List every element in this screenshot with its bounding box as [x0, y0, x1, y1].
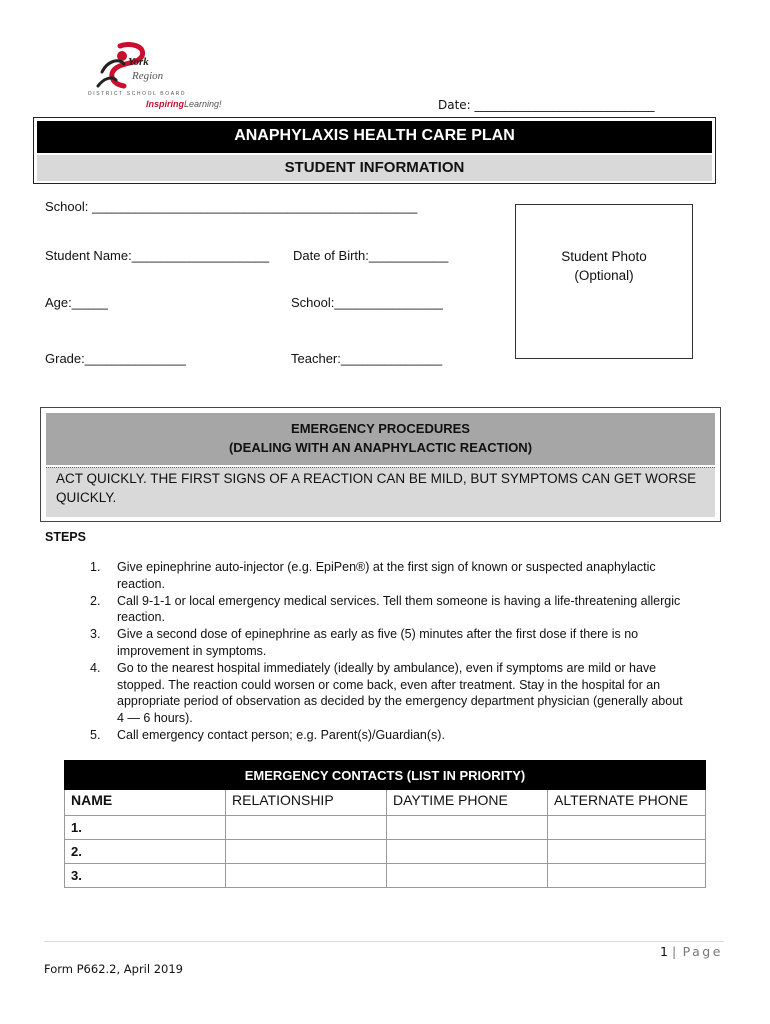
logo-tagline: [146, 99, 222, 109]
steps-heading: STEPS: [45, 530, 86, 544]
student-name-field[interactable]: Student Name:___________________: [45, 248, 270, 263]
steps-list: [90, 559, 690, 744]
table-header-row: [65, 790, 706, 816]
relationship-cell[interactable]: [226, 840, 387, 864]
emergency-heading: [46, 413, 715, 465]
step-text: Give a second dose of epinephrine as early as five (5) minutes after the first dose if there is no improvement in symptoms.: [117, 627, 639, 658]
alternate-phone-cell[interactable]: [548, 864, 706, 888]
date-field[interactable]: Date: ______________________________: [438, 98, 655, 112]
date-of-birth-field[interactable]: Date of Birth:___________: [293, 248, 449, 263]
contact-name-cell[interactable]: 2.: [65, 840, 226, 864]
table-row: [65, 816, 706, 840]
header-box: [33, 117, 716, 184]
table-title-row: [65, 761, 706, 790]
alternate-phone-cell[interactable]: [548, 816, 706, 840]
emergency-contacts-table: [64, 760, 706, 888]
relationship-cell[interactable]: [226, 864, 387, 888]
table-row: [65, 864, 706, 888]
logo-text-region: Region: [132, 70, 164, 82]
step-number: 3.: [90, 627, 101, 642]
step-number: 5.: [90, 727, 101, 742]
table-row: [65, 840, 706, 864]
relationship-cell[interactable]: [226, 816, 387, 840]
school-field-2[interactable]: School:_______________: [291, 295, 443, 310]
page-title: ANAPHYLAXIS HEALTH CARE PLAN: [37, 121, 712, 153]
step-item: [90, 559, 690, 593]
board-logo: [88, 42, 222, 114]
step-text: Give epinephrine auto-injector (e.g. EpiPen®) at the first sign of known or suspected anaphylactic reaction.: [117, 560, 656, 591]
column-header-relationship: RELATIONSHIP: [226, 790, 387, 816]
teacher-field[interactable]: Teacher:______________: [291, 351, 443, 366]
daytime-phone-cell[interactable]: [387, 816, 548, 840]
logo-text-york: York: [128, 56, 149, 68]
step-item: [90, 727, 690, 744]
page-word: Page: [682, 944, 723, 959]
emergency-procedures-box: [40, 407, 721, 522]
step-item: [90, 593, 690, 627]
contact-name-cell[interactable]: 1.: [65, 816, 226, 840]
daytime-phone-cell[interactable]: [387, 840, 548, 864]
emergency-heading-line1: EMERGENCY PROCEDURES: [291, 421, 470, 436]
step-text: Call emergency contact person; e.g. Parent(s)/Guardian(s).: [117, 727, 445, 742]
section-title-student-info: STUDENT INFORMATION: [37, 155, 712, 181]
step-number: 2.: [90, 593, 101, 608]
alternate-phone-cell[interactable]: [548, 840, 706, 864]
logo-text-board: DISTRICT SCHOOL BOARD: [88, 91, 187, 97]
step-number: 4.: [90, 660, 101, 675]
form-identifier: Form P662.2, April 2019: [44, 962, 183, 976]
photo-optional-label: (Optional): [574, 268, 634, 283]
contact-name-cell[interactable]: 3.: [65, 864, 226, 888]
tagline-part-a: Inspiring: [146, 99, 184, 109]
page-number-value: 1: [660, 944, 668, 959]
step-item: [90, 660, 690, 727]
step-item: [90, 626, 690, 660]
column-header-daytime-phone: DAYTIME PHONE: [387, 790, 548, 816]
tagline-part-b: Learning!: [184, 99, 222, 109]
emergency-warning: ACT QUICKLY. THE FIRST SIGNS OF A REACTION CAN BE MILD, BUT SYMPTOMS CAN GET WORSE QUICKLY.: [46, 467, 715, 517]
table-title: EMERGENCY CONTACTS (LIST IN PRIORITY): [65, 761, 706, 790]
column-header-name: NAME: [65, 790, 226, 816]
emergency-heading-line2: (DEALING WITH AN ANAPHYLACTIC REACTION): [228, 440, 533, 455]
grade-field[interactable]: Grade:______________: [45, 351, 186, 366]
school-field[interactable]: School: _____________________________________________: [45, 199, 418, 214]
daytime-phone-cell[interactable]: [387, 864, 548, 888]
footer-divider: [44, 941, 724, 942]
step-text: Call 9-1-1 or local emergency medical services. Tell them someone is having a life-threatening allergic reaction.: [117, 593, 681, 625]
age-field[interactable]: Age:_____: [45, 295, 108, 310]
step-text: Go to the nearest hospital immediately (ideally by ambulance), even if symptoms are mild or have stopped. The reaction could worsen or come back, even after treatment. Stay in the hospital for an appropriate period of observation as decided by the emergency department physician (generally about 4 — 6 hours).: [117, 660, 683, 726]
student-photo-box[interactable]: [515, 204, 693, 359]
page-number: [660, 944, 723, 959]
column-header-alternate-phone: ALTERNATE PHONE: [548, 790, 706, 816]
photo-label: Student Photo: [561, 249, 647, 264]
page-separator: |: [671, 944, 679, 959]
step-number: 1.: [90, 560, 101, 574]
